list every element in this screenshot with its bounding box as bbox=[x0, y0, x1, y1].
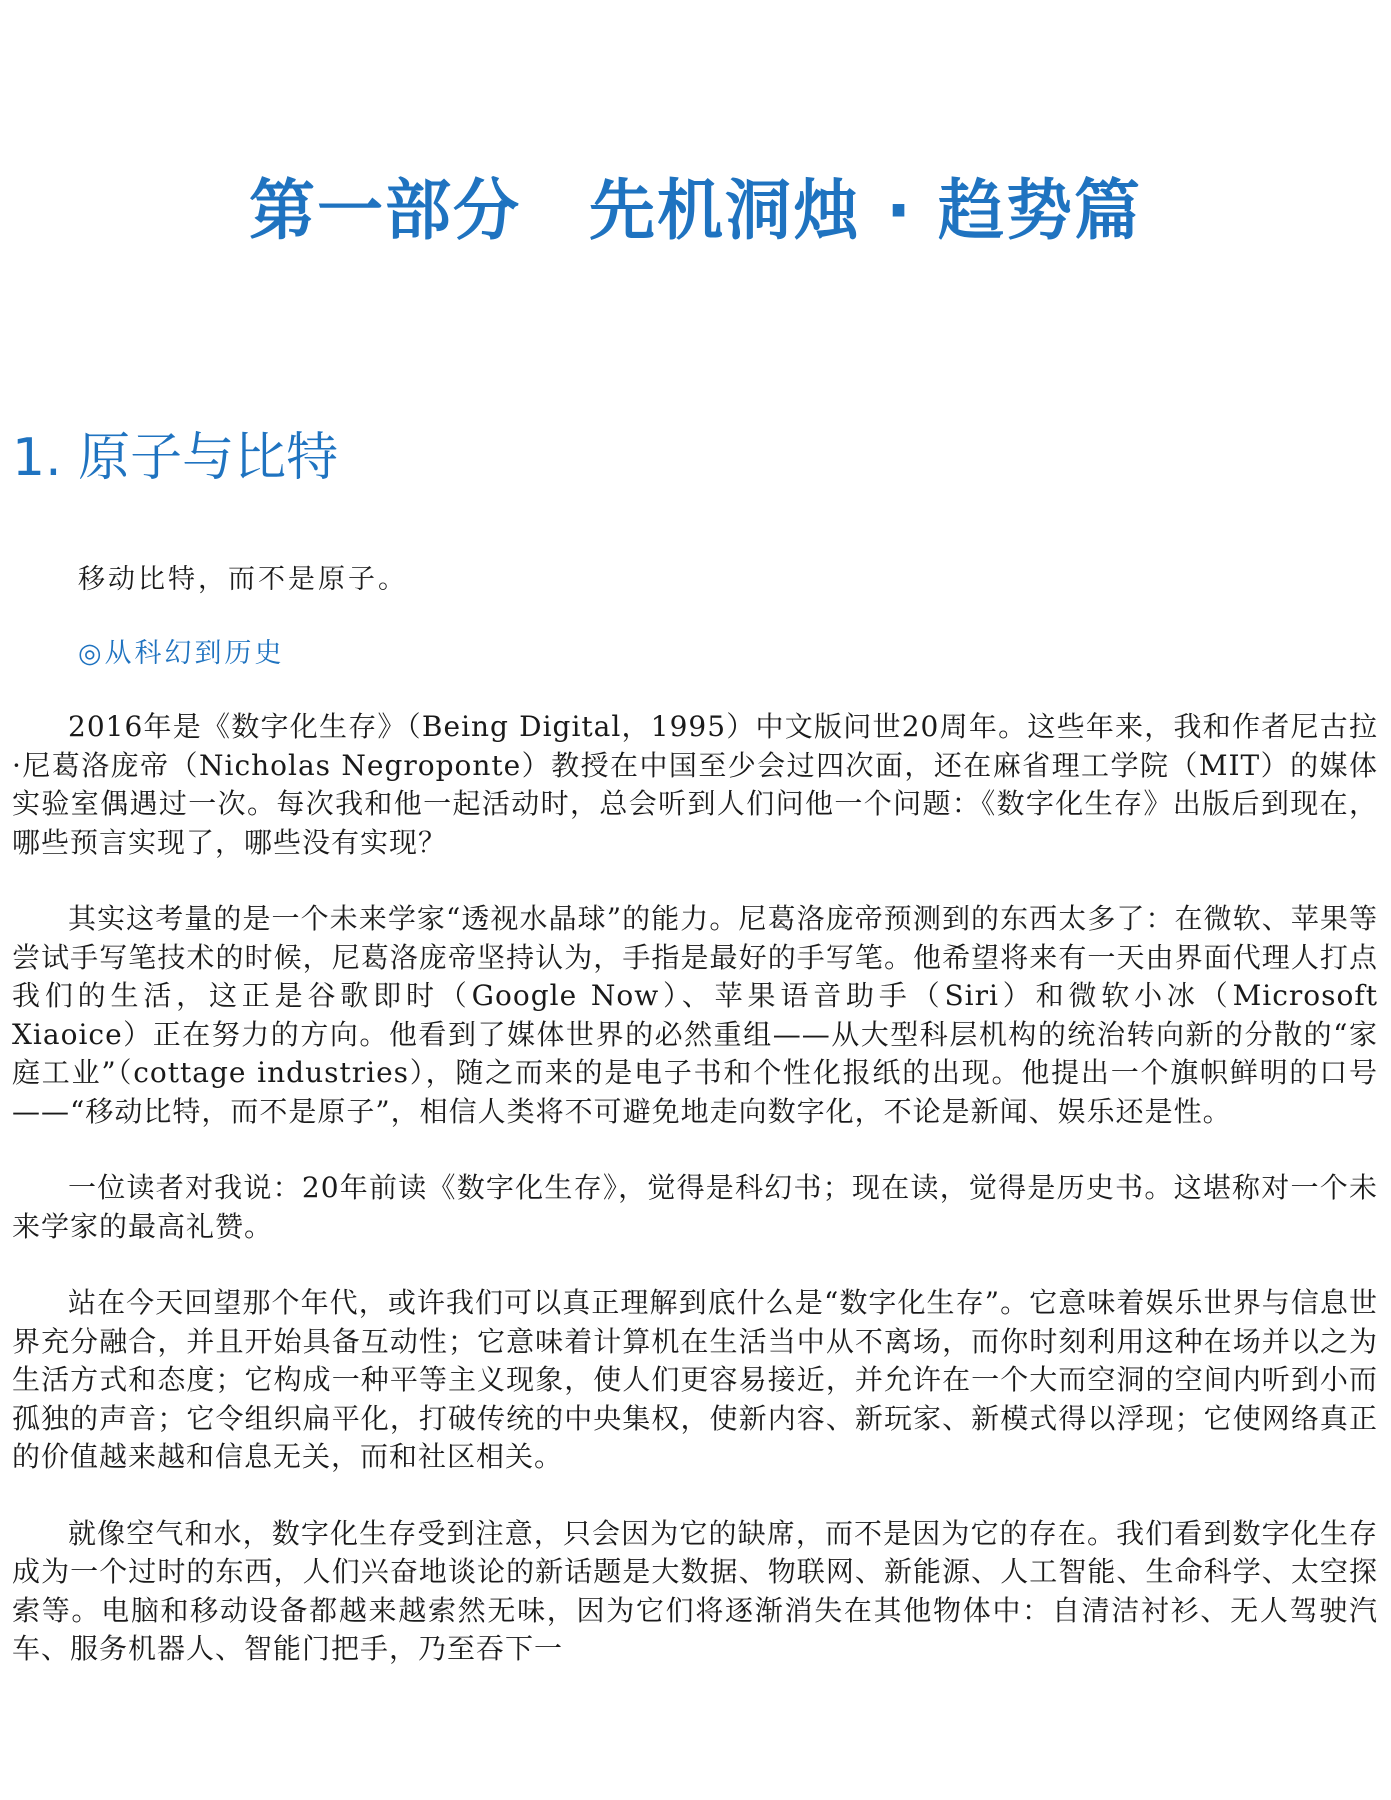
paragraph: 站在今天回望那个年代，或许我们可以真正理解到底什么是“数字化生存”。它意味着娱乐世界与信息世界充分融合，并且开始具备互动性；它意味着计算机在生活当中从不离场，而你时刻利用这种在场并以之为生活方式和态度；它构成一种平等主义现象，使人们更容易接近，并允许在一个大而空洞的空间内听到小而孤独的声音；它令组织扁平化，打破传统的中央集权，使新内容、新玩家、新模式得以浮现；它使网络真正的价值越来越和信息无关，而和社区相关。 bbox=[12, 1286, 1378, 1473]
chapter-title: 1. 原子与比特 bbox=[12, 428, 339, 488]
section-heading: ◎从科幻到历史 bbox=[78, 638, 285, 669]
part-title: 第一部分 先机洞烛 · 趋势篇 bbox=[248, 172, 1143, 249]
epigraph: 移动比特，而不是原子。 bbox=[78, 564, 408, 595]
body-text bbox=[12, 708, 1378, 1707]
paragraph: 2016年是《数字化生存》（Being Digital，1995）中文版问世20周年。这些年来，我和作者尼古拉·尼葛洛庞帝（Nicholas Negroponte）教授在中国至少会过四次面，还在麻省理工学院（MIT）的媒体实验室偶遇过一次。每次我和他一起活动时，总会听到人们问他一个问题：《数字化生存》出版后到现在，哪些预言实现了，哪些没有实现？ bbox=[12, 710, 1378, 859]
paragraph: 就像空气和水，数字化生存受到注意，只会因为它的缺席，而不是因为它的存在。我们看到数字化生存成为一个过时的东西，人们兴奋地谈论的新话题是大数据、物联网、新能源、人工智能、生命科学、太空探索等。电脑和移动设备都越来越索然无味，因为它们将逐渐消失在其他物体中：自清洁衬衫、无人驾驶汽车、服务机器人、智能门把手，乃至吞下一 bbox=[12, 1516, 1378, 1665]
paragraph: 其实这考量的是一个未来学家“透视水晶球”的能力。尼葛洛庞帝预测到的东西太多了：在微软、苹果等尝试手写笔技术的时候，尼葛洛庞帝坚持认为，手指是最好的手写笔。他希望将来有一天由界面代理人打点我们的生活，这正是谷歌即时（Google Now）、苹果语音助手（Siri）和微软小冰（Microsoft Xiaoice）正在努力的方向。他看到了媒体世界的必然重组——从大型科层机构的统治转向新的分散的“家庭工业”（cottage industries），随之而来的是电子书和个性化报纸的出现。他提出一个旗帜鲜明的口号——“移动比特，而不是原子”，相信人类将不可避免地走向数字化，不论是新闻、娱乐还是性。 bbox=[12, 902, 1378, 1128]
paragraph: 一位读者对我说：20年前读《数字化生存》，觉得是科幻书；现在读，觉得是历史书。这堪称对一个未来学家的最高礼赞。 bbox=[12, 1171, 1378, 1243]
